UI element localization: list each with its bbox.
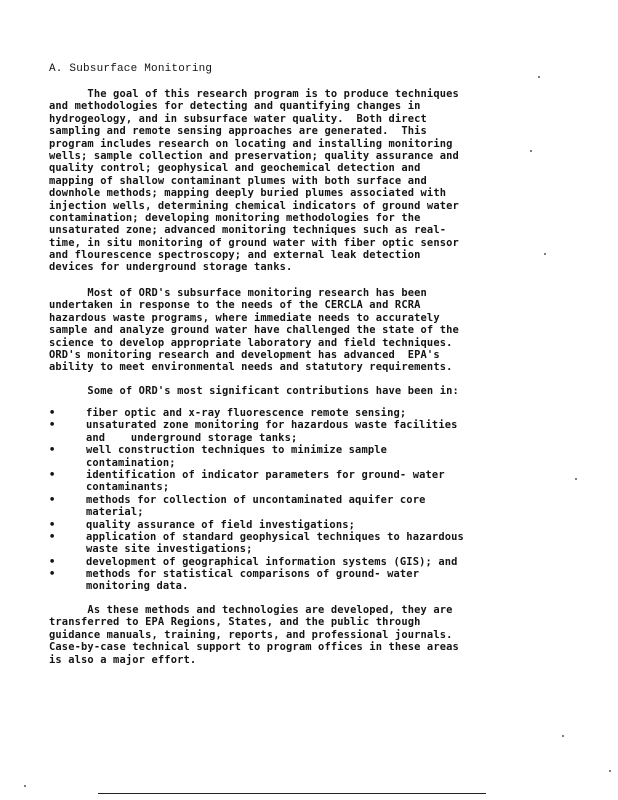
text-line: mapping of shallow contaminant plumes with both surface and <box>49 174 427 187</box>
text-line: hydrogeology, and in subsurface water quality. Both direct <box>49 112 427 125</box>
text-line: time, in situ monitoring of ground water with fiber optic sensor <box>49 236 459 249</box>
text-line: methods for collection of uncontaminated aquifer core <box>86 493 426 506</box>
text-line: fiber optic and x-ray fluorescence remote sensing; <box>86 407 407 419</box>
list-item <box>49 531 464 556</box>
bullet-icon: • <box>49 419 56 432</box>
text-line: development of geographical information systems (GIS); and <box>86 555 458 568</box>
text-line: application of standard geophysical techniques to hazardous <box>86 530 464 543</box>
text-line: wells; sample collection and preservation; quality assurance and <box>49 149 459 162</box>
text-line: methods for statistical comparisons of ground- water <box>86 568 420 581</box>
bullet-icon: • <box>49 444 56 457</box>
bullet-icon: • <box>49 407 56 419</box>
text-line: ability to meet environmental needs and statutory requirements. <box>49 361 453 374</box>
text-line: ORD's monitoring research and development has advanced EPA's <box>49 348 440 361</box>
list-item <box>49 407 464 419</box>
bullet-icon: • <box>49 530 56 543</box>
scan-speck <box>538 76 540 78</box>
bullet-icon: • <box>49 568 56 581</box>
text-line: sampling and remote sensing approaches are generated. This <box>49 125 427 138</box>
text-line: waste site investigations; <box>86 543 253 556</box>
list-item <box>49 519 464 531</box>
text-line: injection wells, determining chemical indicators of ground water <box>49 199 459 212</box>
text-line: sample and analyze ground water have challenged the state of the <box>49 324 459 337</box>
bullet-icon: • <box>49 468 56 481</box>
list-item <box>49 444 464 469</box>
text-line: transferred to EPA Regions, States, and the public through <box>49 616 421 629</box>
text-line: science to develop appropriate laboratory and field techniques. <box>49 336 453 349</box>
text-line: guidance manuals, training, reports, and professional journals. <box>49 628 453 641</box>
list-item <box>49 568 464 593</box>
footer-rule <box>98 793 486 794</box>
text-line: contaminants; <box>86 481 170 494</box>
scan-speck <box>562 735 564 737</box>
text-line: identification of indicator parameters for ground- water <box>86 468 445 481</box>
text-line: downhole methods; mapping deeply buried plumes associated with <box>49 187 447 200</box>
text-line: material; <box>86 506 144 519</box>
paragraph-ord-research <box>49 287 459 374</box>
text-line: and underground storage tanks; <box>86 431 298 444</box>
text-line: program includes research on locating and installing monitoring <box>49 137 453 150</box>
scan-speck <box>530 150 532 152</box>
text-line: Some of ORD's most significant contributions have been in: <box>49 385 459 397</box>
text-line: Case-by-case technical support to program offices in these areas <box>49 641 459 654</box>
paragraph-closing <box>49 604 459 666</box>
bullet-icon: • <box>49 493 56 506</box>
text-line: quality assurance of field investigations; <box>86 518 356 531</box>
list-item <box>49 469 464 494</box>
text-line: Most of ORD's subsurface monitoring research has been <box>49 287 427 299</box>
scan-speck <box>609 770 611 772</box>
bullet-icon: • <box>49 518 56 531</box>
text-line: devices for underground storage tanks. <box>49 261 293 274</box>
paragraph-goal <box>49 88 459 274</box>
paragraph-contributions-intro <box>49 385 459 397</box>
scan-speck <box>544 253 546 255</box>
text-line: contamination; <box>86 456 176 469</box>
list-item <box>49 419 464 444</box>
bullet-icon: • <box>49 555 56 568</box>
scan-speck <box>24 785 26 787</box>
text-line: unsaturated zone; advanced monitoring techniques such as real- <box>49 224 447 237</box>
text-line: The goal of this research program is to produce techniques <box>49 88 459 100</box>
text-line: unsaturated zone monitoring for hazardous waste facilities <box>86 419 458 432</box>
text-line: quality control; geophysical and geochemical detection and <box>49 162 421 175</box>
text-line: and flourescence spectroscopy; and external leak detection <box>49 249 421 262</box>
text-line: monitoring data. <box>86 580 189 593</box>
text-line: hazardous waste programs, where immediate needs to accurately <box>49 311 440 324</box>
section-heading: A. Subsurface Monitoring <box>49 63 213 75</box>
text-line: undertaken in response to the needs of the CERCLA and RCRA <box>49 299 421 312</box>
text-line: is also a major effort. <box>49 653 197 666</box>
scan-speck <box>575 478 577 480</box>
text-line: As these methods and technologies are developed, they are <box>49 604 453 616</box>
list-item <box>49 556 464 568</box>
text-line: and methodologies for detecting and quantifying changes in <box>49 100 421 113</box>
list-item <box>49 494 464 519</box>
text-line: contamination; developing monitoring methodologies for the <box>49 211 421 224</box>
contributions-list <box>49 407 464 593</box>
text-line: well construction techniques to minimize sample <box>86 444 388 457</box>
